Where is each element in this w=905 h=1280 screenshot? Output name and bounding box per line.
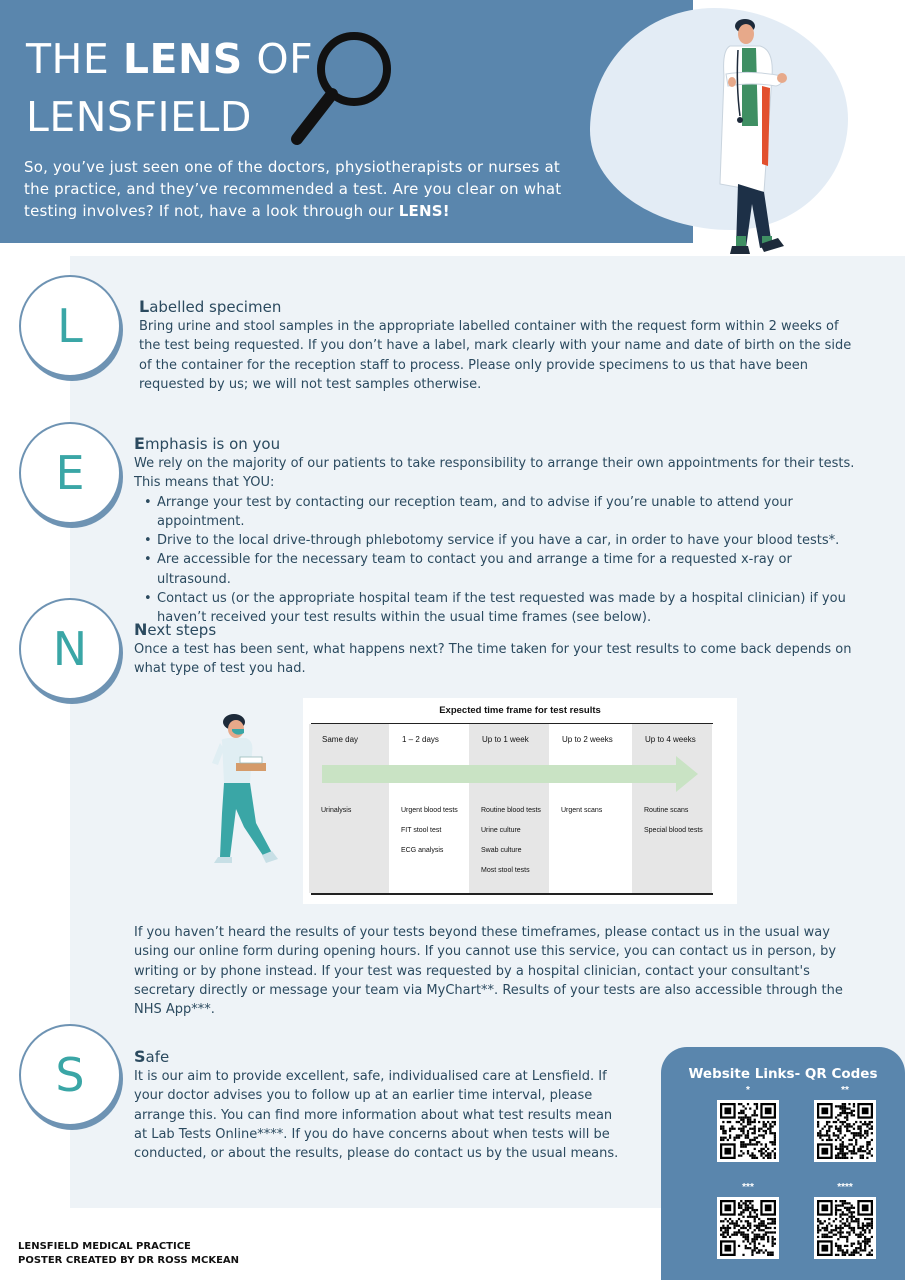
letter-e: E	[55, 446, 85, 500]
qr-label: ****	[837, 1182, 853, 1193]
qr-code-lab-tests-online[interactable]	[814, 1197, 876, 1259]
section-l-initial: L	[139, 297, 150, 316]
title-lens: LENS	[122, 35, 243, 83]
timeline-item: ECG analysis	[401, 847, 444, 854]
section-e-body	[134, 454, 869, 628]
letter-l-badge	[19, 275, 121, 377]
timeline-column-1-week	[469, 724, 549, 893]
doctor-illustration	[712, 16, 812, 258]
magnifying-glass-icon	[287, 26, 397, 148]
footer-practice-name: LENSFIELD MEDICAL PRACTICE	[18, 1241, 191, 1252]
qr-panel-title: Website Links- QR Codes	[688, 1066, 878, 1082]
timeline-items	[561, 801, 602, 821]
letter-l: L	[57, 299, 83, 353]
header-banner	[0, 0, 693, 243]
section-n-title	[134, 620, 216, 639]
timeline-header: Up to 2 weeks	[562, 735, 613, 744]
timeline-item: Urinalysis	[321, 807, 352, 814]
section-n-after-text: If you haven’t heard the results of your tests beyond these timeframes, please contact us in the usual way using our online form during opening hours. If you cannot use this service, you can contact us in person, by writing or by phone instead. If your test was requested by a hospital clinician, contact your consultant's secretary directly or message your team via MyChart**. Results of your tests are also accessible through the NHS App***.	[134, 925, 843, 1018]
section-s-title-rest: afe	[145, 1048, 170, 1066]
qr-code-icon	[817, 1200, 873, 1256]
qr-label: *	[746, 1085, 750, 1096]
section-s-initial: S	[134, 1047, 146, 1066]
title-the: THE	[26, 35, 123, 83]
section-e-title-rest: mphasis is on you	[144, 435, 281, 453]
timeline-items	[401, 801, 458, 861]
footer-author: POSTER CREATED BY DR ROSS MCKEAN	[18, 1255, 240, 1266]
timeline-column-2-weeks	[549, 724, 629, 893]
section-n-text: Once a test has been sent, what happens next? The time taken for your test results to come back depends on what type of test you had.	[134, 642, 852, 677]
timeline-item: Urgent blood tests	[401, 807, 458, 814]
timeline-column-same-day	[309, 724, 389, 893]
qr-label: **	[841, 1085, 849, 1096]
timeline-items	[481, 801, 541, 881]
qr-codes-panel	[661, 1047, 905, 1280]
timeline-arrow-icon	[322, 756, 698, 792]
section-l-title-rest: abelled specimen	[149, 298, 282, 316]
section-e-bullets	[134, 493, 869, 628]
timeline-item: FIT stool test	[401, 827, 442, 834]
qr-code-icon	[720, 1200, 776, 1256]
timeline-items	[321, 801, 351, 821]
timeline-header: Same day	[322, 735, 359, 744]
qr-code-icon	[817, 1103, 873, 1159]
timeline-header: Up to 4 weeks	[645, 735, 696, 744]
list-item: • Are accessible for the necessary team to contact you and arrange a time for a requested x-ray or ultrasound.	[134, 550, 869, 589]
intro-lens-bold: LENS!	[398, 202, 450, 220]
title-lensfield: LENSFIELD	[26, 93, 252, 141]
timeline-item: Routine scans	[644, 807, 689, 814]
timeline-table	[303, 698, 737, 904]
letter-n-badge	[19, 598, 121, 700]
timeline-header: Up to 1 week	[482, 735, 529, 744]
intro-paragraph	[24, 156, 569, 222]
title-of: OF	[242, 35, 314, 83]
qr-code-nhs-app[interactable]	[717, 1197, 779, 1259]
list-item: • Drive to the local drive-through phlebotomy service if you have a car, in order to have your blood tests*.	[134, 531, 869, 550]
timeline-item: Swab culture	[481, 847, 522, 854]
letter-s-badge	[19, 1024, 121, 1126]
letter-e-badge	[19, 422, 121, 524]
timeline-item: Urine culture	[481, 827, 521, 834]
list-item: • Arrange your test by contacting our reception team, and to advise if you’re unable to attend your appointment.	[134, 493, 869, 532]
section-e-title	[134, 434, 280, 453]
section-e-text: We rely on the majority of our patients to take responsibility to arrange their own appointments for their tests. This means that YOU:	[134, 456, 855, 491]
letter-n: N	[52, 622, 88, 676]
timeline-bottom-rule	[311, 893, 713, 895]
qr-code-website[interactable]	[717, 1100, 779, 1162]
timeline-title: Expected time frame for test results	[439, 705, 601, 716]
poster-title	[26, 30, 313, 146]
timeline-items	[644, 801, 703, 841]
section-n-title-rest: ext steps	[147, 621, 217, 639]
nurse-illustration	[200, 713, 280, 867]
timeline-column-1-2-days	[389, 724, 469, 893]
footer-credits	[18, 1240, 239, 1268]
timeline-item: Urgent scans	[561, 807, 603, 814]
letter-s: S	[55, 1048, 85, 1102]
qr-label: ***	[742, 1182, 754, 1193]
section-s-title	[134, 1047, 169, 1066]
section-n-initial: N	[134, 620, 148, 639]
section-l-text: Bring urine and stool samples in the appropriate labelled container with the request form within 2 weeks of the test being requested. If you don’t have a label, mark clearly with your name and date of birth on the side of the container for the reception staff to process. Please only provide specimens to us that have been requested by us; we will not test samples otherwise.	[139, 319, 852, 392]
timeline-item: Routine blood tests	[481, 807, 541, 814]
section-e-initial: E	[134, 434, 145, 453]
timeline-item: Most stool tests	[481, 867, 530, 874]
timeline-header: 1 – 2 days	[402, 735, 439, 744]
section-l-title	[139, 297, 281, 316]
timeline-column-4-weeks	[632, 724, 712, 893]
qr-code-icon	[720, 1103, 776, 1159]
qr-code-mychart[interactable]	[814, 1100, 876, 1162]
intro-text: So, you’ve just seen one of the doctors, physiotherapists or nurses at the practice, and they’ve recommended a test. Are you clear on what testing involves? If not, have a look through our	[24, 158, 562, 220]
timeline-item: Special blood tests	[644, 827, 703, 834]
section-s-text: It is our aim to provide excellent, safe, individualised care at Lensfield. If your doctor advises you to follow up at an earlier time interval, please arrange this. You can find more information about what test results mean at Lab Tests Online****. If you do have concerns about when tests will be conducted, or about the results, please do contact us by the usual means.	[134, 1069, 619, 1162]
list-item: • Contact us (or the appropriate hospital team if the test requested was made by a hospital clinician) if you haven’t received your test results within the usual time frames (see below).	[134, 589, 869, 628]
